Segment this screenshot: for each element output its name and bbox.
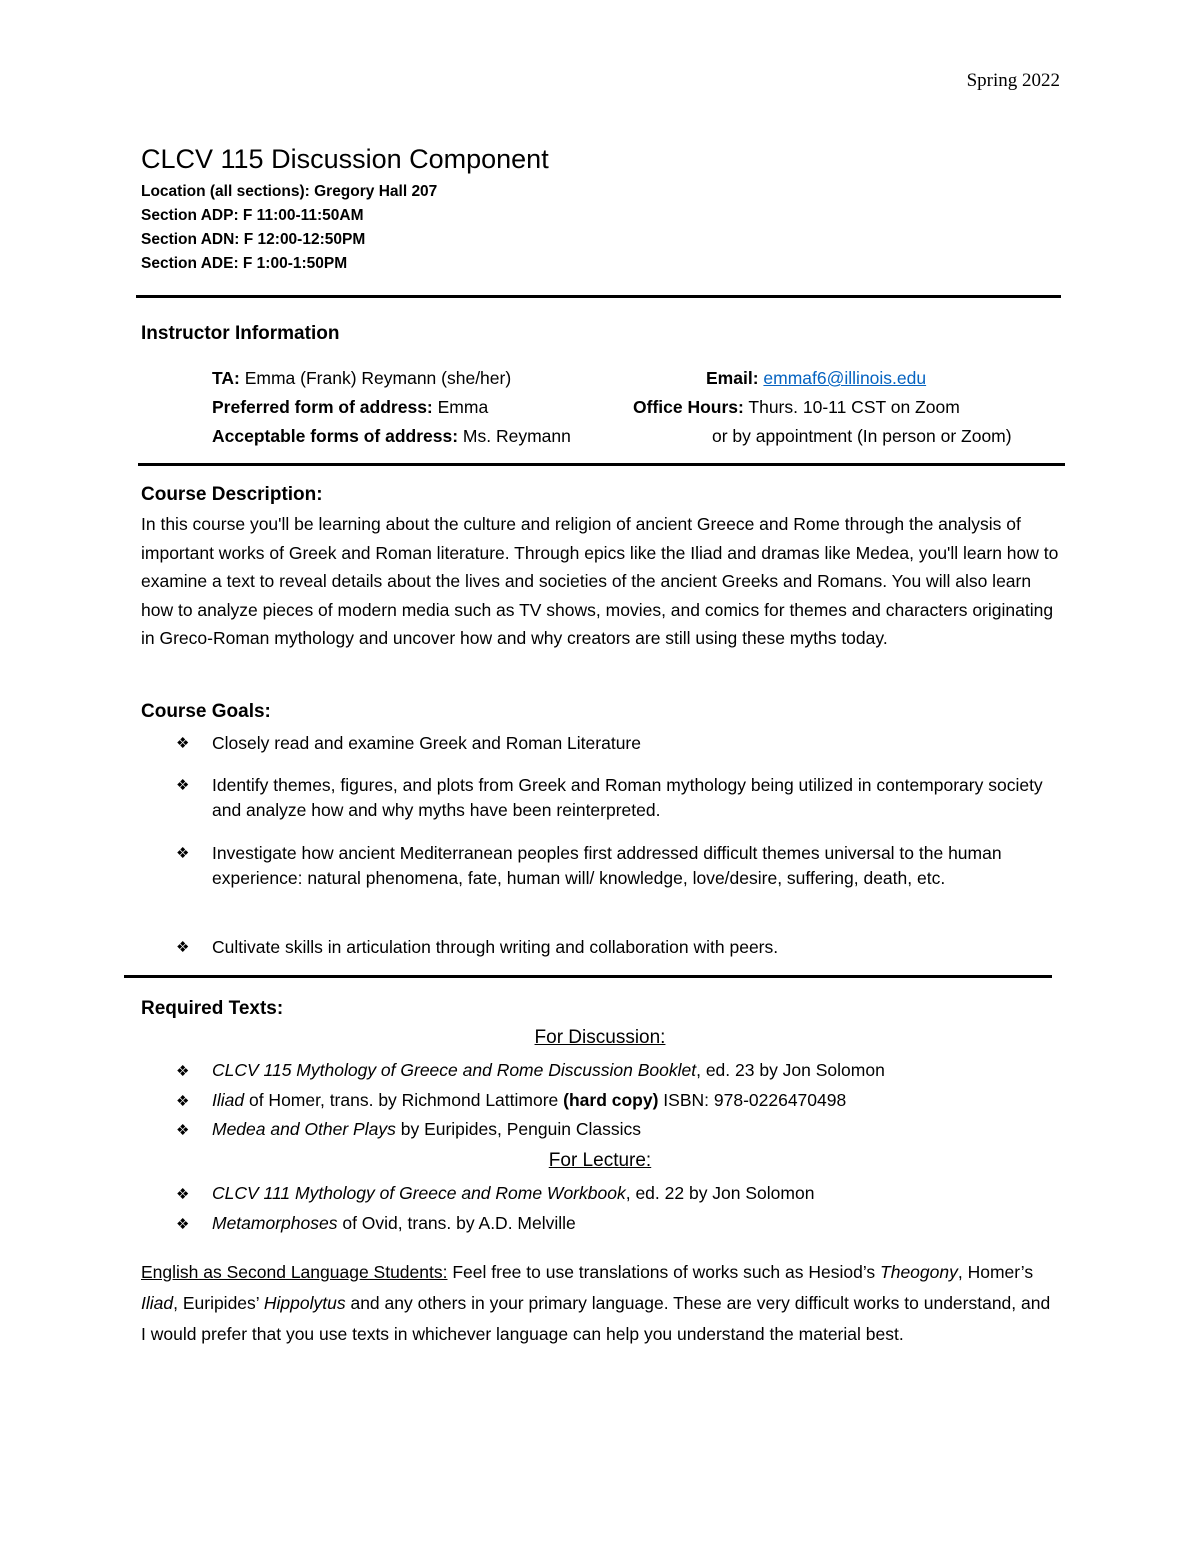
- diamond-bullet-icon: ❖: [176, 1122, 190, 1139]
- texts-heading: Required Texts:: [141, 998, 284, 1019]
- esl-label: English as Second Language Students:: [141, 1262, 448, 1282]
- ta-label: TA:: [212, 368, 240, 388]
- section-ade: Section ADE: F 1:00-1:50PM: [141, 255, 348, 272]
- email-label: Email:: [706, 368, 759, 388]
- ta-value: Emma (Frank) Reymann (she/her): [239, 368, 512, 388]
- lecture-heading: For Lecture:: [548, 1150, 652, 1171]
- page-title: CLCV 115 Discussion Component: [141, 144, 549, 174]
- description-body: In this course you'll be learning about the culture and religion of ancient Greece and Rome through the analysis of important works of Greek and Roman literature. Through epics like the Iliad and dramas like Medea, you'll learn how to examine a text to reveal details about the lives and societies of the ancient Greeks and Romans. You will also learn how to analyze pieces of modern media such as TV shows, movies, and comics for themes and characters originating in Greco-Roman mythology and uncover how and why creators are still using these myths today.: [141, 514, 1059, 649]
- esl-text: , Homer’s: [957, 1262, 1034, 1282]
- ta-line: [212, 368, 511, 389]
- acceptable-line: [212, 426, 571, 447]
- list-item: [176, 1183, 814, 1204]
- diamond-bullet-icon: ❖: [176, 1216, 190, 1233]
- book-title: Medea and Other Plays: [212, 1119, 396, 1139]
- esl-title: Theogony: [880, 1262, 958, 1282]
- esl-title: Hippolytus: [263, 1293, 346, 1313]
- email-link[interactable]: emmaf6@illinois.edu: [763, 368, 927, 388]
- list-item: [176, 1213, 576, 1234]
- esl-title: Iliad: [141, 1293, 174, 1313]
- hard-copy-note: (hard copy): [563, 1090, 659, 1110]
- book-details: of Homer, trans. by Richmond Lattimore: [244, 1090, 564, 1110]
- esl-paragraph: [141, 1257, 1051, 1350]
- goal-text: Investigate how ancient Mediterranean peoples first addressed difficult themes universal to the human experience: natural phenomena, fate, human will/ knowledge, love/desire, suffering, death, etc.: [212, 843, 1002, 888]
- goals-heading: Course Goals:: [141, 701, 271, 722]
- book-details: , ed. 23 by Jon Solomon: [696, 1060, 885, 1080]
- acceptable-value: Ms. Reymann: [458, 426, 571, 446]
- book-details: , ed. 22 by Jon Solomon: [625, 1183, 815, 1203]
- diamond-bullet-icon: ❖: [176, 777, 190, 794]
- esl-text: and any others in your primary language. These are very difficult works to understand, and I would prefer that you use texts in whichever language can help you understand the material best.: [141, 1293, 1051, 1344]
- goal-text: Identify themes, figures, and plots from Greek and Roman mythology being utilized in contemporary society and analyze how and why myths have been reinterpreted.: [212, 775, 1043, 820]
- diamond-bullet-icon: ❖: [176, 735, 190, 752]
- diamond-bullet-icon: ❖: [176, 1186, 190, 1203]
- esl-text: Feel free to use translations of works such as Hesiod’s: [447, 1262, 881, 1282]
- book-title: Iliad: [212, 1090, 245, 1110]
- divider: [124, 975, 1052, 978]
- divider: [138, 463, 1065, 466]
- discussion-heading: For Discussion:: [534, 1027, 666, 1048]
- instructor-heading: Instructor Information: [141, 323, 340, 344]
- esl-text: , Euripides’: [173, 1293, 264, 1313]
- book-details: by Euripides, Penguin Classics: [395, 1119, 641, 1139]
- list-item: [176, 1119, 641, 1140]
- office-hours-extra: or by appointment (In person or Zoom): [712, 426, 1012, 446]
- diamond-bullet-icon: ❖: [176, 1093, 190, 1110]
- location-line: Location (all sections): Gregory Hall 207: [141, 183, 438, 200]
- description-heading: Course Description:: [141, 484, 323, 505]
- diamond-bullet-icon: ❖: [176, 845, 190, 862]
- book-title: Metamorphoses: [212, 1213, 338, 1233]
- diamond-bullet-icon: ❖: [176, 939, 190, 956]
- book-title: CLCV 115 Mythology of Greece and Rome Discussion Booklet: [212, 1060, 697, 1080]
- acceptable-label: Acceptable forms of address:: [212, 426, 459, 446]
- goal-text: Closely read and examine Greek and Roman Literature: [212, 733, 641, 753]
- book-details: of Ovid, trans. by A.D. Melville: [337, 1213, 576, 1233]
- list-item: [176, 1090, 846, 1111]
- preferred-line: [212, 397, 488, 418]
- office-hours-line: [633, 397, 960, 418]
- term-label: Spring 2022: [966, 70, 1060, 91]
- office-hours-value: Thurs. 10-11 CST on Zoom: [743, 397, 960, 417]
- email-line: [706, 368, 926, 389]
- book-title: CLCV 111 Mythology of Greece and Rome Workbook: [212, 1183, 626, 1203]
- diamond-bullet-icon: ❖: [176, 1063, 190, 1080]
- section-adp: Section ADP: F 11:00-11:50AM: [141, 207, 364, 224]
- divider: [136, 295, 1061, 298]
- preferred-value: Emma: [432, 397, 489, 417]
- list-item: [176, 1060, 885, 1081]
- isbn: ISBN: 978-0226470498: [658, 1090, 847, 1110]
- office-hours-label: Office Hours:: [633, 397, 744, 417]
- goal-text: Cultivate skills in articulation through writing and collaboration with peers.: [212, 937, 779, 957]
- section-adn: Section ADN: F 12:00-12:50PM: [141, 231, 366, 248]
- preferred-label: Preferred form of address:: [212, 397, 433, 417]
